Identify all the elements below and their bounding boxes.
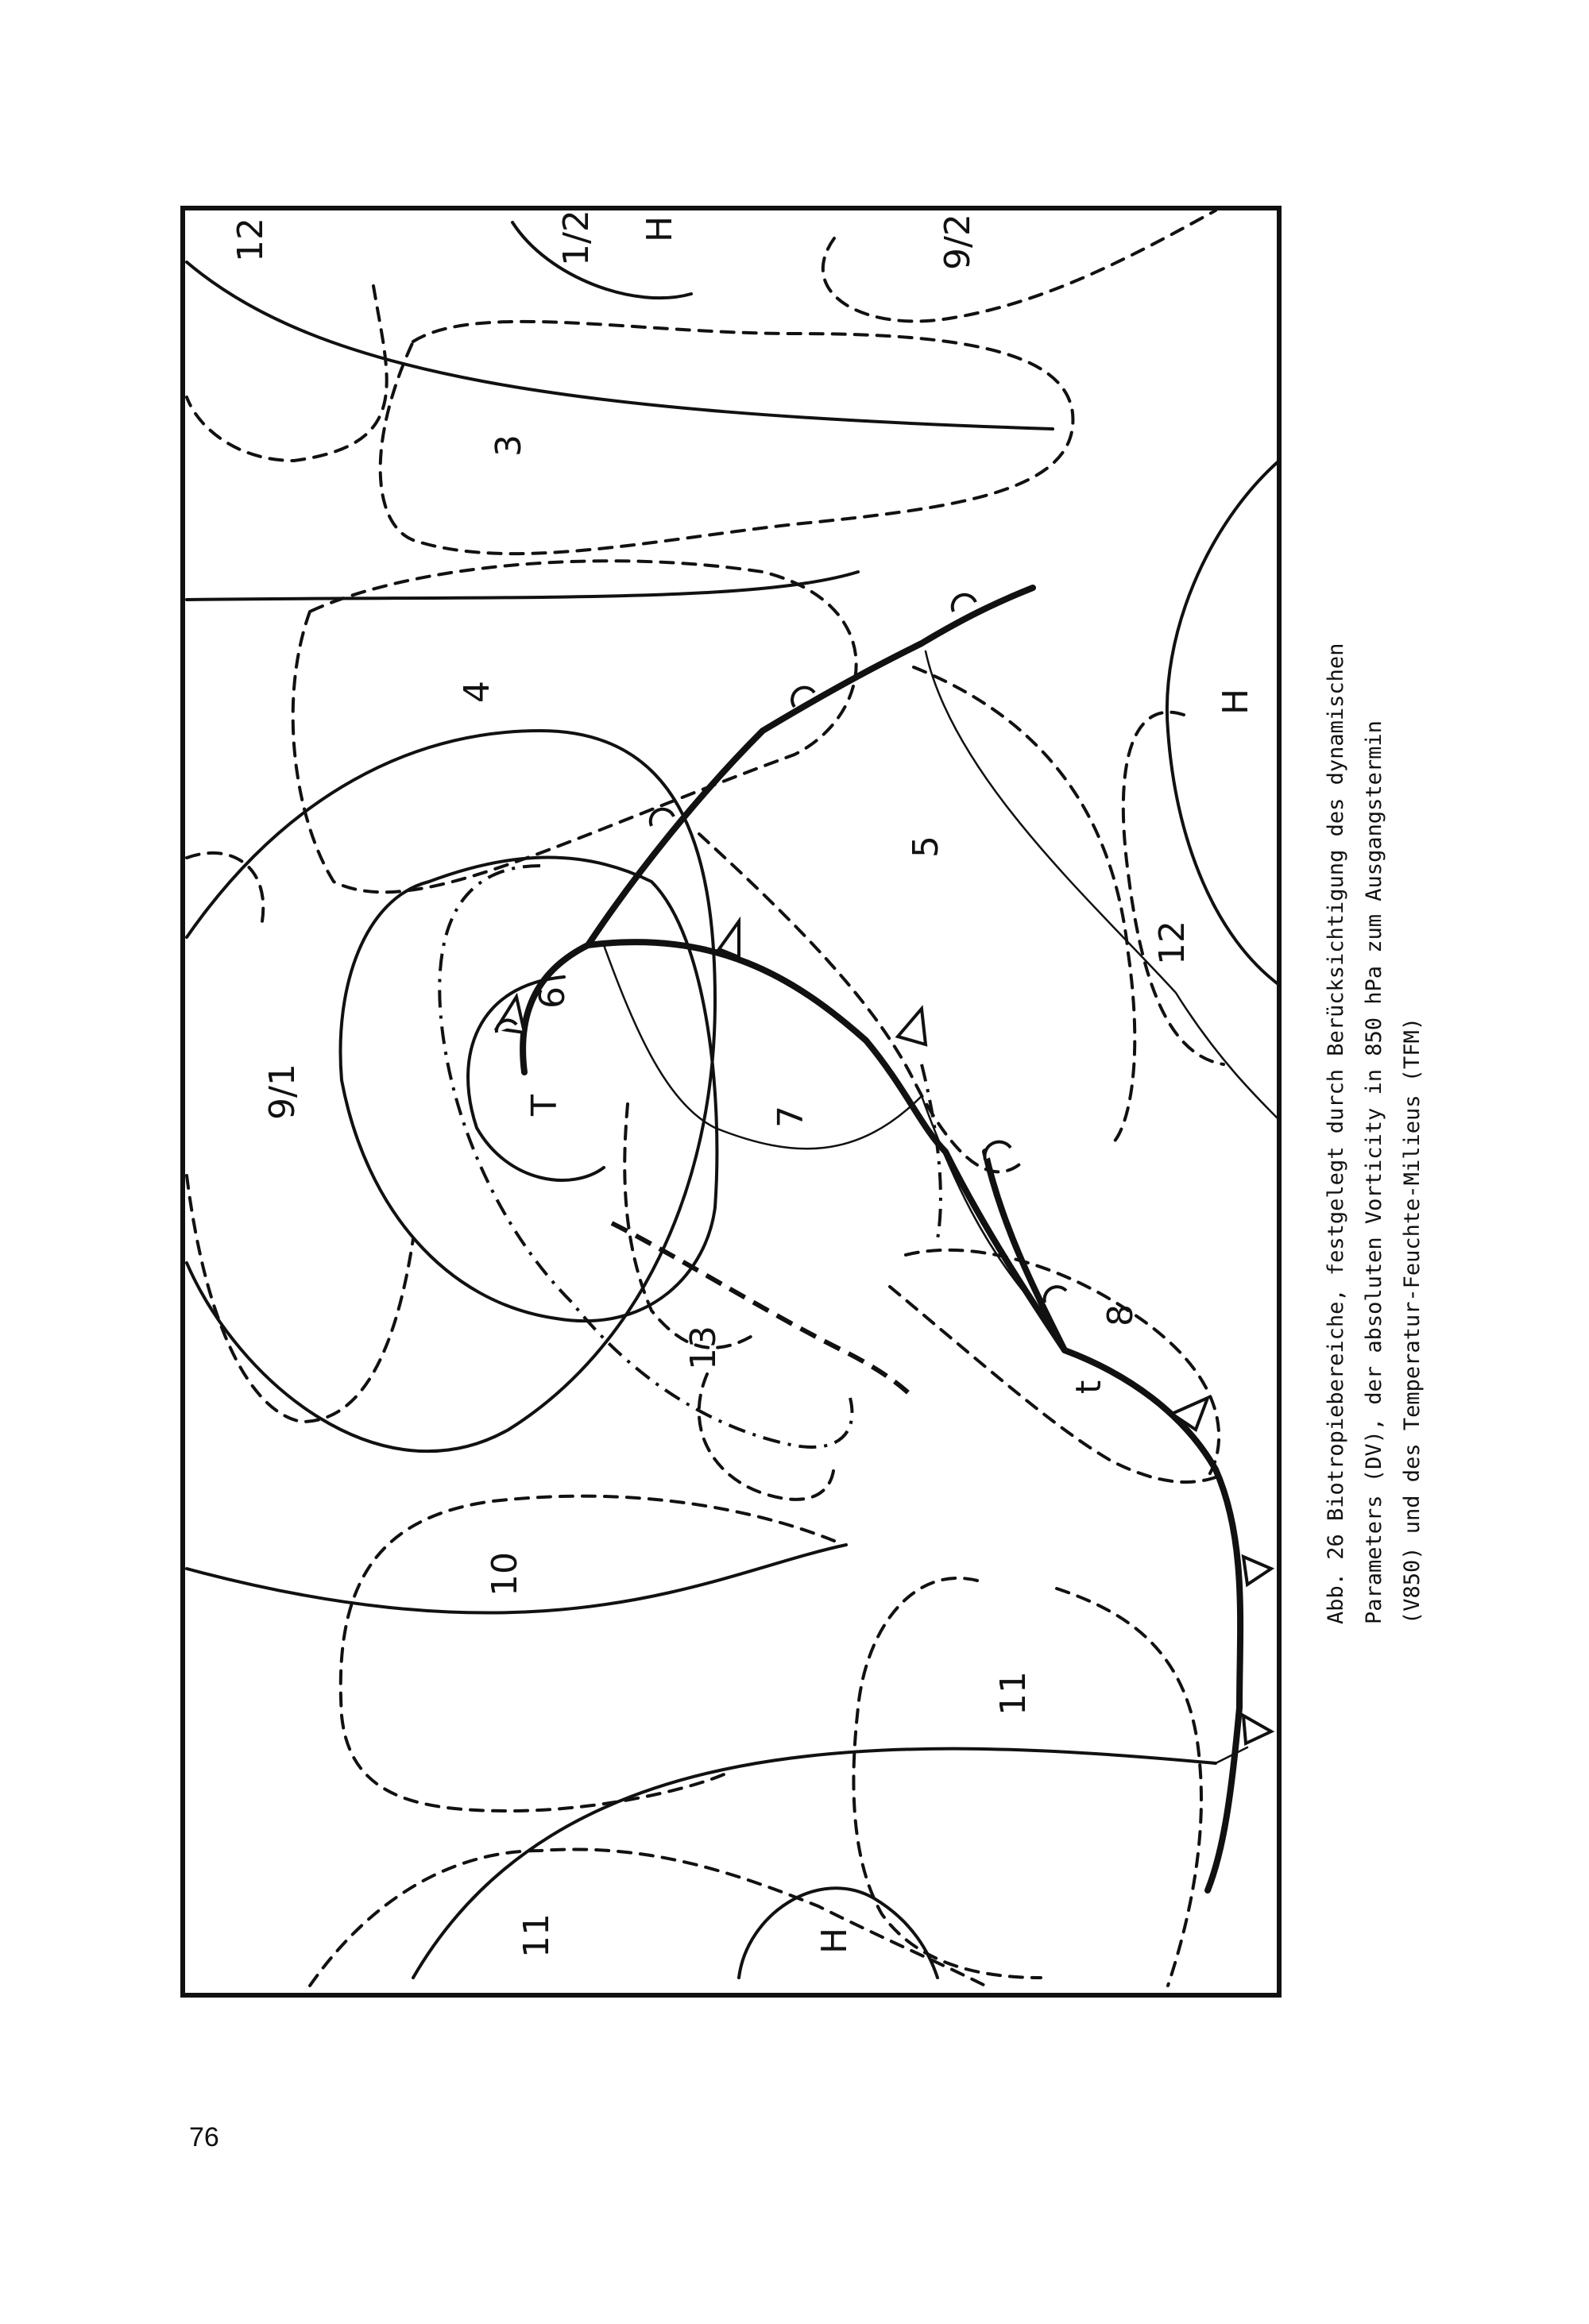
- label-11-mid: 11: [993, 1671, 1034, 1716]
- label-6: 6: [532, 986, 573, 1009]
- label-3: 3: [489, 434, 529, 457]
- label-5: 5: [906, 836, 946, 858]
- solid-isolines: [187, 222, 1279, 1978]
- label-8: 8: [1100, 1304, 1141, 1326]
- caption-line-2: Parameters (DV), der absoluten Vorticity in 850 hPa zum Ausgangstermin: [1362, 720, 1386, 1624]
- page-number: 76: [189, 2122, 219, 2152]
- label-9-2: 9/2: [938, 214, 978, 270]
- label-12-right: 12: [1152, 921, 1193, 965]
- label-11-bottom: 11: [516, 1913, 557, 1958]
- label-13: 13: [683, 1326, 724, 1370]
- caption-line-1: Abb. 26 Biotropiebereiche, festgelegt durch Berücksichtigung des dynamischen: [1324, 643, 1348, 1624]
- label-10: 10: [485, 1552, 525, 1596]
- label-9-1: 9/1: [262, 1064, 303, 1120]
- region-labels: [230, 210, 1256, 1958]
- label-half: 1/2: [556, 210, 597, 266]
- label-H-right: H: [1216, 688, 1256, 715]
- figure-caption: [1324, 643, 1425, 1624]
- dashed-isolines: [187, 210, 1224, 1986]
- label-7: 7: [771, 1106, 811, 1128]
- label-H-top: H: [640, 215, 680, 242]
- front-symbols: [497, 595, 1271, 1743]
- label-H-bottom: H: [814, 1927, 855, 1954]
- label-4: 4: [457, 681, 497, 703]
- label-T: T: [524, 1094, 565, 1116]
- label-t: t: [1069, 1380, 1109, 1394]
- caption-line-3: (V850) und des Temperatur-Feuchte-Milieus (TFM): [1400, 1017, 1425, 1624]
- label-12-top: 12: [230, 218, 271, 262]
